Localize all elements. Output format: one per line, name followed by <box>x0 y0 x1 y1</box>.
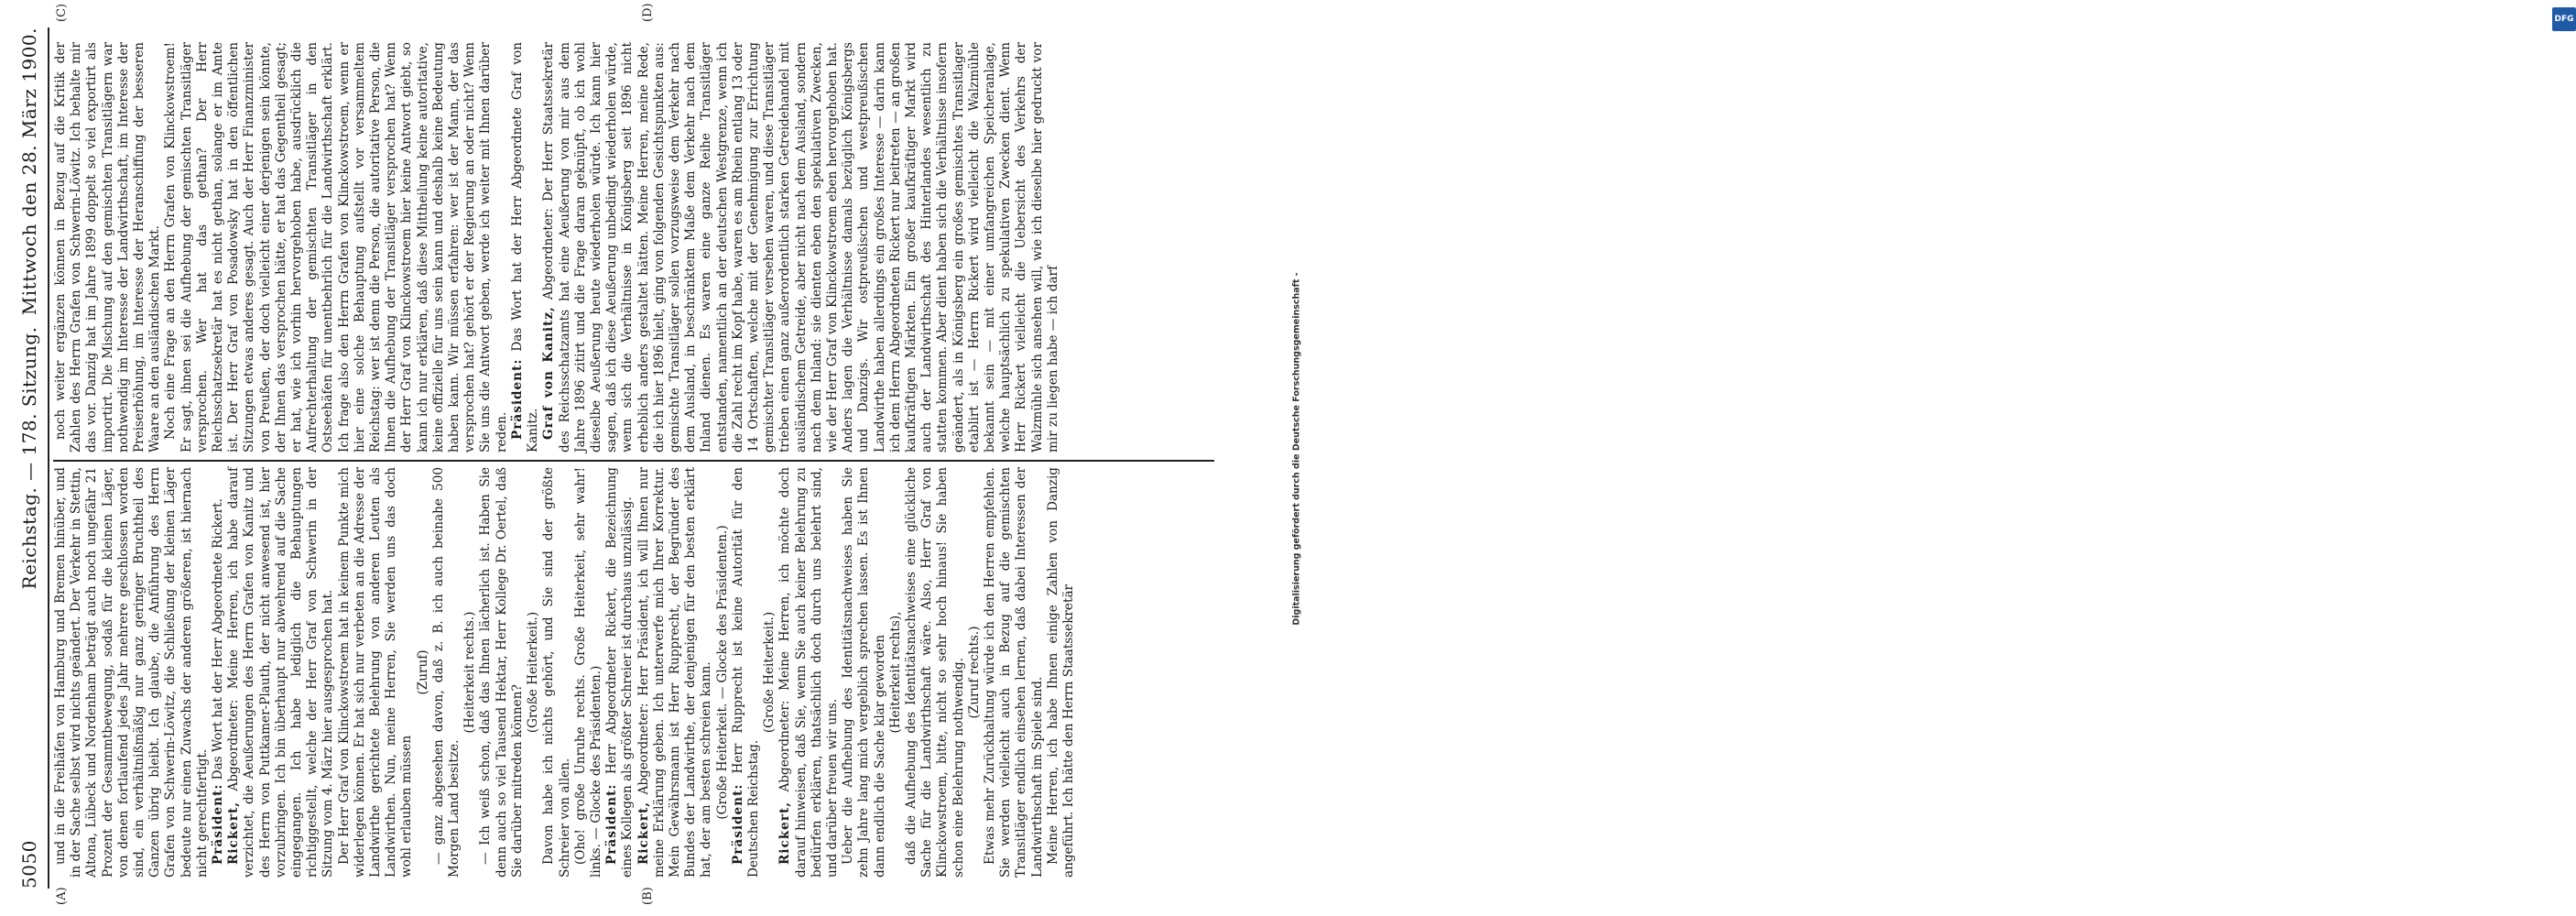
margin-mark-c: (C) <box>55 3 69 22</box>
paragraph <box>1046 467 1077 878</box>
margin-mark-b: (B) <box>641 887 655 905</box>
speaker-name: Präsident: <box>604 783 620 865</box>
paragraph <box>478 467 526 878</box>
header-date: Mittwoch den 28. März 1900. <box>18 27 40 316</box>
paragraph <box>841 467 888 878</box>
paragraph-text: Etwas mehr Zurückhaltung würde ich den Herren empfehlen. Sie werden vielleicht auch in Bezug auf die gemischten Transitläger endlich einsehen lernen, daß dabei Interessen der Landwirthschaft im Spiele sind. <box>982 467 1045 878</box>
paragraph <box>462 467 478 878</box>
paragraph-text: Noch eine Frage an den Herrn Grafen von Klinckowstroem! Er sagt, ihnen sei die Aufhebung der gemischten Transitläger versprochen. Wer hat das gethan? Der Herr Reichsschatzsekretär hat es nicht gethan, solange er im Amte ist. Der Herr Graf von Posadowsky hat in den öffentlichen Sitzungen etwas anderes gesagt. Auch der Herr Finanzminister von Preußen, der doch vielleicht einer derjenigen sein könnte, der Ihnen das versprochen hätte, er hat das Gegentheil gesagt; er hat, wie ich vorhin hervorgehoben habe, ausdrücklich die Aufrechterhaltung der gemischten Transitläger in den Ostseehäfen für unentbehrlich für die Landwirthschaft erklärt. Ich frage also den Herrn Grafen von Klinckowstroem, wenn er hier eine solche Behauptung aufstellt vor versammeltem Reichstag: wer ist denn die Person, die autoritative Person, die Ihnen die Aufhebung der Transitläger versprochen hat? Wenn der Herr Graf von Klinckowstroem hier keine Antwort giebt, so kann ich nur erklären, daß diese Mittheilung keine autoritative, keine offizielle für uns sein kann und deshalb keine Bedeutung haben kann. Wir müssen erfahren: wer ist der Mann, der das versprochen hat? gehört er der Regierung an oder nicht? Wenn Sie uns die Antwort geben, werde ich weiter mit Ihnen darüber reden. <box>163 42 509 453</box>
paragraph-text: Abgeordneter: Meine Herren, ich möchte doch darauf hinweisen, daß Sie, wenn Sie auch keiner Belehrung zu bedürfen erklären, thatsächlich doch durch uns belehrt sind, und darüber freuen wir uns. <box>777 467 840 878</box>
paragraph <box>715 467 731 878</box>
paragraph-text: Abgeordneter: Herr Präsident, ich will Ihnen nur meine Erklärung geben. Ich unterwerfe mich Ihrer Korrektur. Mein Gewährsmann ist Herr Rupprecht, der Begründer des Bundes der Landwirthe, der denjenigen für den besten erklärt hat, der am besten schreien kann. <box>636 467 714 878</box>
paragraph-text: Meine Herren, ich habe Ihnen einige Zahlen von Danzig angeführt. Ich hätte den Herrn Staatssekretär <box>1045 467 1076 878</box>
dfg-logo <box>2552 7 2576 31</box>
paragraph <box>541 467 572 878</box>
paragraph <box>431 467 462 878</box>
right-column <box>53 42 1214 453</box>
paragraph-text: Herr Rupprecht ist keine Autorität für den Deutschen Reichstag. <box>730 467 761 878</box>
margin-mark-d: (D) <box>641 3 655 22</box>
digitization-sidebar <box>1267 0 2574 916</box>
paragraph <box>53 42 163 453</box>
paragraph <box>163 42 509 453</box>
paragraph-text: — ganz abgesehen davon, daß z. B. ich auch beinahe 500 Morgen Land besitze. <box>430 467 462 878</box>
paragraph <box>983 467 1046 878</box>
paragraph <box>777 467 841 878</box>
paragraph <box>526 467 541 878</box>
paragraph-text: und in die Freihäfen von Hamburg und Bremen hinüber, und in der Sache selbst wird nichts geändert. Der Verkehr in Stettin, Altona, Lübeck und Nordenham beträgt auch noch ungefähr 21 Prozent der Gesammtbewegung, sodaß für die kleinen Läger, von denen fortlaufend jedes Jahr mehrere geschlossen worden sind, ein verhältnißmäßig nur ganz geringer Bruchtheil des Ganzen übrig bleibt. Ich glaube, die Anführung des Herrn Grafen von Schwerin-Löwitz, die Schließung der kleinen Läger bedeute nur einen Zuwachs der anderen größeren, ist hiernach nicht gerechtfertigt. <box>53 467 210 878</box>
paragraph-text: Herr Abgeordneter Rickert, die Bezeichnung eines Kollegen als größter Schreier ist durchaus unzulässig. <box>604 467 636 878</box>
paragraph-text: noch weiter ergänzen können in Bezug auf die Kritik der Zahlen des Herrn Grafen von Schwerin-Löwitz. Ich behalte mir das vor. Danzig hat im Jahre 1899 doppelt so viel exportirt als importirt. Die Mischung auf den gemischten Transitlägern war nothwendig im Interesse der Landwirthschaft, im Interesse der Preiserhöhung, im Interesse der Heranschiffung der besseren Waare an den ausländischen Markt. <box>53 42 163 453</box>
dfg-logo-text: DFG <box>2554 15 2574 24</box>
paragraph <box>967 467 983 878</box>
digitization-note: Digitalisierung gefördert durch die Deutsche Forschungsgemeinschaft - <box>1291 272 1302 626</box>
paragraph-text: Abgeordneter: Meine Herren, ich habe darauf verzichtet, die Aeußerungen des Herrn Grafen von Kanitz und des Herrn von Puttkamer-Plauth, der nicht anwesend ist, hier vorzubringen. Ich bin überhaupt nur abwehrend auf die Sache eingegangen. Ich habe lediglich die Behauptungen richtiggestellt, welche der Herr Graf von Schwerin in der Sitzung vom 4. März hier ausgesprochen hat. <box>226 467 336 878</box>
paragraph <box>510 42 541 453</box>
column-divider <box>53 460 1214 462</box>
paragraph <box>636 467 715 878</box>
paragraph <box>904 467 967 878</box>
speaker-name: Graf von Kanitz, <box>541 306 557 440</box>
paragraph-text: (Große Heiterkeit.) <box>762 611 777 734</box>
paragraph-text: Der Herr Graf von Klinckowstroem hat in keinem Punkte mich widerlegen können. Er hat sich nur verbeten an die Adresse der Landwirthe gerichtete Belehrung von anderen Leuten als Landwirthen. Nun, meine Herren, Sie werden uns das doch wohl erlauben müssen <box>336 467 415 878</box>
paragraph <box>573 467 604 878</box>
paragraph-text: Davon habe ich nichts gehört, und Sie sind der größte Schreier von allen. <box>541 467 572 878</box>
speaker-name: Präsident: <box>730 783 745 865</box>
paragraph-text: (Große Heiterkeit.) <box>526 611 541 734</box>
paragraph-text: daß die Aufhebung des Identitätsnachweises eine glückliche Sache für die Landwirthschaft wäre. Also, Herr Graf von Klinckowstroem, bitte, nicht so sehr hoch hinaus! Sie haben schon eine Belehrung nothwendig. <box>903 467 966 878</box>
page-number: 5050 <box>18 840 40 889</box>
paragraph-text: (Oho! große Unruhe rechts. Große Heiterkeit, sehr wahr! links. — Glocke des Präsidenten.) <box>572 467 603 878</box>
paragraph-text: (Zuruf) <box>415 649 430 695</box>
paragraph-text: (Zuruf rechts.) <box>966 626 982 719</box>
margin-mark-a: (A) <box>55 887 69 905</box>
paragraph-text: Das Wort hat der Herr Abgeordnete Rickert. <box>211 498 226 784</box>
paragraph <box>416 467 431 878</box>
speaker-name: Rickert, <box>226 802 242 865</box>
paragraph <box>53 467 211 878</box>
speaker-name: Rickert, <box>636 802 651 865</box>
paragraph <box>604 467 636 878</box>
paragraph <box>211 467 226 878</box>
paragraph-text: — Ich weiß schon, daß das Ihnen lächerlich ist. Haben Sie denn auch so viel Tausend Hektar, Herr Kollege Dr. Oertel, daß Sie darüber mitreden können? <box>478 467 525 878</box>
speaker-name: Rickert, <box>777 802 793 865</box>
rotated-page <box>0 0 1264 916</box>
paragraph <box>226 467 336 878</box>
paragraph-text: Das Wort hat der Herr Abgeordnete Graf von Kanitz. <box>509 42 541 453</box>
paragraph-text: Ueber die Aufhebung des Identitätsnachweises haben Sie zehn Jahre lang mich vergeblich sprechen lassen. Es ist Ihnen dann endlich die Sache klar geworden <box>841 467 887 878</box>
paragraph <box>337 467 416 878</box>
paragraph-text: (Heiterkeit rechts.) <box>462 611 478 734</box>
speaker-name: Präsident: <box>509 358 525 440</box>
paragraph <box>541 42 1061 453</box>
paragraph <box>731 467 762 878</box>
header-title: Reichstag. — 178. Sitzung. <box>18 326 40 590</box>
paragraph-text: (Große Heiterkeit. — Glocke des Präsidenten.) <box>714 525 730 820</box>
speaker-name: Präsident: <box>211 783 226 865</box>
page-header <box>11 27 49 889</box>
left-column <box>53 467 1214 878</box>
paragraph-text: (Heiterkeit rechts), <box>887 611 903 734</box>
paragraph <box>888 467 904 878</box>
paragraph <box>762 467 777 878</box>
paragraph-text: Abgeordneter: Der Herr Staatssekretär des Reichsschatzamts hat eine Aeußerung von mir aus dem Jahre 1896 zitirt und die Frage daran geknüpft, ob ich wohl dieselbe Aeußerung heute wiederholen würde. Ich kann hier sagen, daß ich diese Aeußerung unbedingt wiederholen würde, wenn sich die Verhältnisse in Königsberg seit 1896 nicht erheblich anders gestaltet hätten. Meine Herren, meine Rede, die ich hier 1896 hielt, ging von folgenden Gesichtspunkten aus: gemischte Transitläger sollen vorzugsweise dem Verkehr nach dem Ausland, in beschränktem Maße dem Verkehr nach dem Inland dienen. Es waren eine ganze Reihe Transitläger entstanden, namentlich an der deutschen Westgrenze, wenn ich die Zahl recht im Kopf habe, waren es am Rhein entlang 13 oder 14 Ortschaften, welche mit der Genehmigung zur Errichtung gemischter Transitläger versehen waren, und diese Transitläger trieben einen ganz außerordentlich starken Getreidehandel mit ausländischem Getreide, aber nicht nach dem Ausland, sondern nach dem Inland: sie dienten eben den spekulativen Zwecken, wie der Herr Graf von Klinckowstroem eben hervorgehoben hat. Anders lagen die Verhältnisse damals bezüglich Königsbergs und Danzigs. Wir ostpreußischen und westpreußischen Landwirthe haben allerdings ein großes Interesse — darin kann ich dem Herrn Abgeordneten Rickert nur beitreten — an großen kaufkräftigen Märkten. Ein großer kaufkräftiger Markt wird auch der Landwirthschaft des Hinterlandes wesentlich zu statten kommen. Aber dient haben sich die Verhältnisse insofern geändert, als in Königsberg ein großes gemischtes Transitlager etablirt ist — Herrn Rickert wird vielleicht die Walzmühle bekannt sein — mit einer umfangreichen Speicheranlage, welche hauptsächlich zu spekulativen Zwecken dient. Wenn Herr Rickert vielleicht die Uebersicht des Verkehrs der Walzmühle sich ansehen will, wie ich dieselbe hier gedruckt vor mir zu liegen habe — ich darf <box>541 42 1060 453</box>
